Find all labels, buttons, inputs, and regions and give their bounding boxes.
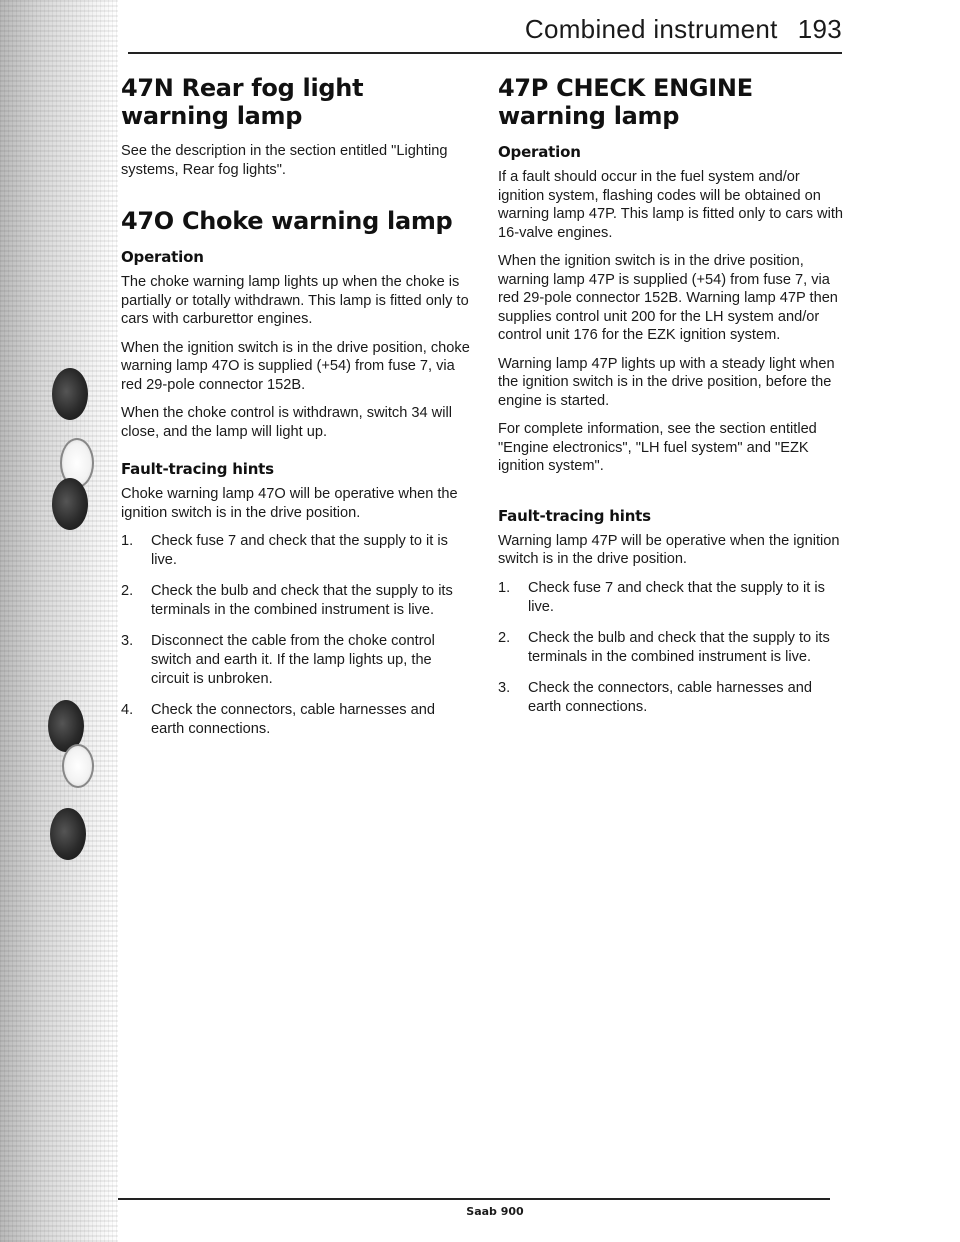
running-head	[525, 14, 842, 45]
paragraph: When the ignition switch is in the drive position, choke warning lamp 47O is supplied (+54) from fuse 7, via red 29-pole connector 152B.	[121, 339, 470, 393]
right-column	[498, 60, 843, 729]
step-number: 2.	[498, 629, 511, 646]
binder-hole	[52, 368, 88, 420]
list-item	[498, 629, 843, 667]
header-rule	[128, 52, 842, 54]
section-heading-47n: 47N Rear fog light warning lamp	[121, 74, 364, 130]
paragraph: When the ignition switch is in the drive position, warning lamp 47P is supplied (+54) from fuse 7, via red 29-pole connector 152B. Warning lamp 47P then supplies control unit 200 for the LH system and/or control unit 176 for the EZK ignition system.	[498, 253, 838, 343]
section-heading-47o: 47O Choke warning lamp	[121, 207, 453, 235]
list-item	[121, 701, 471, 739]
step-text: Check the connectors, cable harnesses and earth connections.	[528, 679, 812, 715]
paragraph: The choke warning lamp lights up when the choke is partially or totally withdrawn. This lamp is fitted only to cars with carburettor engines.	[121, 274, 469, 327]
header-title: Combined instrument	[524, 14, 778, 44]
step-text: Check the bulb and check that the supply to its terminals in the combined instrument is live.	[528, 629, 830, 665]
operation-heading: Operation	[498, 143, 581, 161]
list-item	[498, 579, 843, 617]
list-item	[498, 679, 843, 717]
list-item	[121, 532, 471, 570]
step-text: Disconnect the cable from the choke control switch and earth it. If the lamp lights up, the circuit is unbroken.	[151, 633, 435, 687]
step-number: 1.	[121, 533, 134, 549]
fault-steps-list	[121, 532, 471, 739]
paragraph: For complete information, see the section entitled "Engine electronics", "LH fuel system" and "EZK ignition system".	[498, 421, 817, 474]
binder-edge	[0, 0, 118, 1242]
list-item	[121, 632, 471, 689]
paragraph: When the choke control is withdrawn, switch 34 will close, and the lamp will light up.	[121, 405, 452, 440]
footer-label: Saab 900	[466, 1205, 524, 1218]
fault-steps-list	[498, 579, 843, 717]
page-number: 193	[797, 14, 842, 44]
paragraph: Choke warning lamp 47O will be operative when the ignition switch is in the drive position.	[121, 486, 458, 521]
step-text: Check the bulb and check that the supply to its terminals in the combined instrument is live.	[151, 583, 453, 618]
operation-heading: Operation	[121, 248, 204, 266]
section-heading-47p: 47P CHECK ENGINE warning lamp	[498, 74, 753, 130]
step-text: Check fuse 7 and check that the supply to it is live.	[528, 579, 825, 615]
step-number: 1.	[498, 579, 511, 596]
section-47n-text: See the description in the section entitled "Lighting systems, Rear fog lights".	[121, 143, 448, 178]
paragraph: Warning lamp 47P lights up with a steady light when the ignition switch is in the drive position, before the engine is started.	[498, 355, 835, 409]
paragraph: Warning lamp 47P will be operative when the ignition switch is in the drive position.	[498, 532, 840, 567]
fault-tracing-heading: Fault-tracing hints	[498, 506, 651, 525]
step-number: 4.	[121, 702, 134, 718]
list-item	[121, 582, 471, 620]
step-number: 2.	[121, 583, 134, 599]
fault-tracing-heading: Fault-tracing hints	[121, 460, 274, 478]
binder-hole	[50, 808, 86, 860]
step-text: Check fuse 7 and check that the supply to it is live.	[151, 533, 448, 568]
step-number: 3.	[121, 633, 134, 649]
binder-hole	[52, 478, 88, 530]
footer-rule	[118, 1198, 830, 1200]
left-column	[121, 60, 471, 751]
step-number: 3.	[498, 679, 511, 696]
binder-hole	[62, 744, 94, 788]
step-text: Check the connectors, cable harnesses and earth connections.	[151, 702, 435, 737]
paragraph: If a fault should occur in the fuel system and/or ignition system, flashing codes will be obtained on warning lamp 47P. This lamp is fitted only to cars with 16-valve engines.	[498, 169, 844, 241]
